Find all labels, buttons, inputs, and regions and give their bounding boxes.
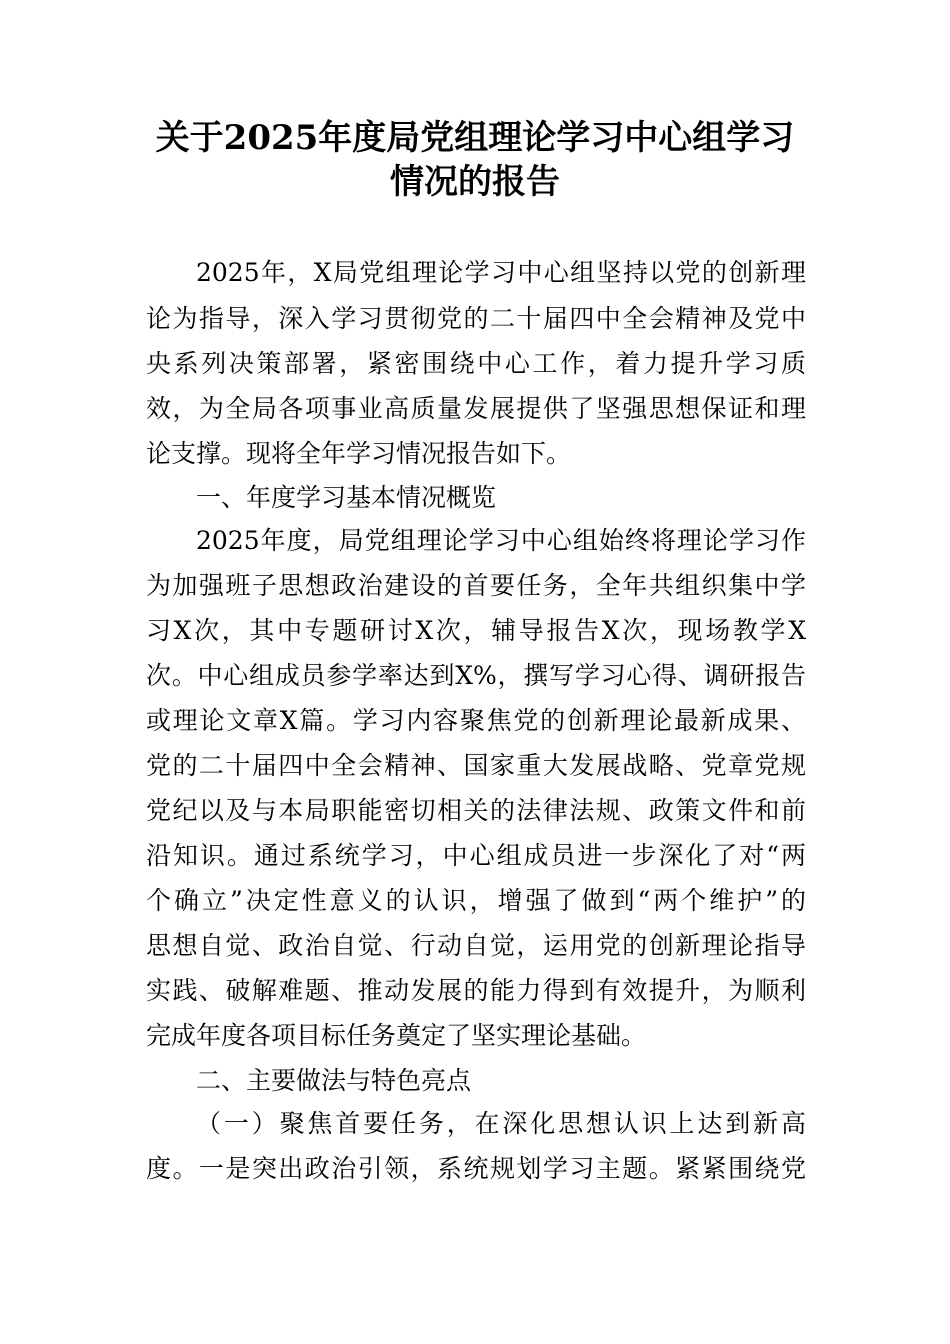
paragraph-line: 为加强班子思想政治建设的首要任务，全年共组织集中学 (146, 571, 806, 600)
paragraph-line: 思想自觉、政治自觉、行动自觉，运用党的创新理论指导 (146, 931, 806, 960)
document-title-line-2: 情况的报告 (390, 162, 560, 202)
paragraph-line: 个确立”决定性意义的认识，增强了做到“两个维护”的 (146, 886, 806, 915)
paragraph-line: 或理论文章X篇。学习内容聚焦党的创新理论最新成果、 (146, 706, 806, 735)
document-title-line-1: 关于2025年度局党组理论学习中心组学习 (155, 118, 795, 158)
paragraph-line: 2025年，X局党组理论学习中心组坚持以党的创新理 (196, 258, 806, 287)
paragraph-line: 完成年度各项目标任务奠定了坚实理论基础。 (146, 1021, 647, 1050)
paragraph-line: 2025年度，局党组理论学习中心组始终将理论学习作 (196, 526, 806, 555)
section-heading-2: 二、主要做法与特色亮点 (196, 1066, 472, 1095)
section-heading-1: 一、年度学习基本情况概览 (196, 483, 497, 512)
paragraph-line: 党纪以及与本局职能密切相关的法律法规、政策文件和前 (146, 796, 806, 825)
paragraph-line: 央系列决策部署，紧密围绕中心工作，着力提升学习质 (146, 349, 806, 378)
paragraph-line: 效，为全局各项事业高质量发展提供了坚强思想保证和理 (146, 394, 806, 423)
paragraph-line: （一）聚焦首要任务，在深化思想认识上达到新高 (196, 1109, 806, 1138)
paragraph-line: 党的二十届四中全会精神、国家重大发展战略、党章党规 (146, 751, 806, 780)
paragraph-line: 论为指导，深入学习贯彻党的二十届四中全会精神及党中 (146, 304, 806, 333)
paragraph-line: 实践、破解难题、推动发展的能力得到有效提升，为顺利 (146, 976, 806, 1005)
paragraph-line: 度。一是突出政治引领，系统规划学习主题。紧紧围绕党 (146, 1154, 806, 1183)
paragraph-line: 沿知识。通过系统学习，中心组成员进一步深化了对“两 (146, 841, 806, 870)
paragraph-line: 次。中心组成员参学率达到X%，撰写学习心得、调研报告 (146, 661, 806, 690)
paragraph-line: 习X次，其中专题研讨X次，辅导报告X次，现场教学X (146, 616, 806, 645)
paragraph-line: 论支撑。现将全年学习情况报告如下。 (146, 439, 572, 468)
